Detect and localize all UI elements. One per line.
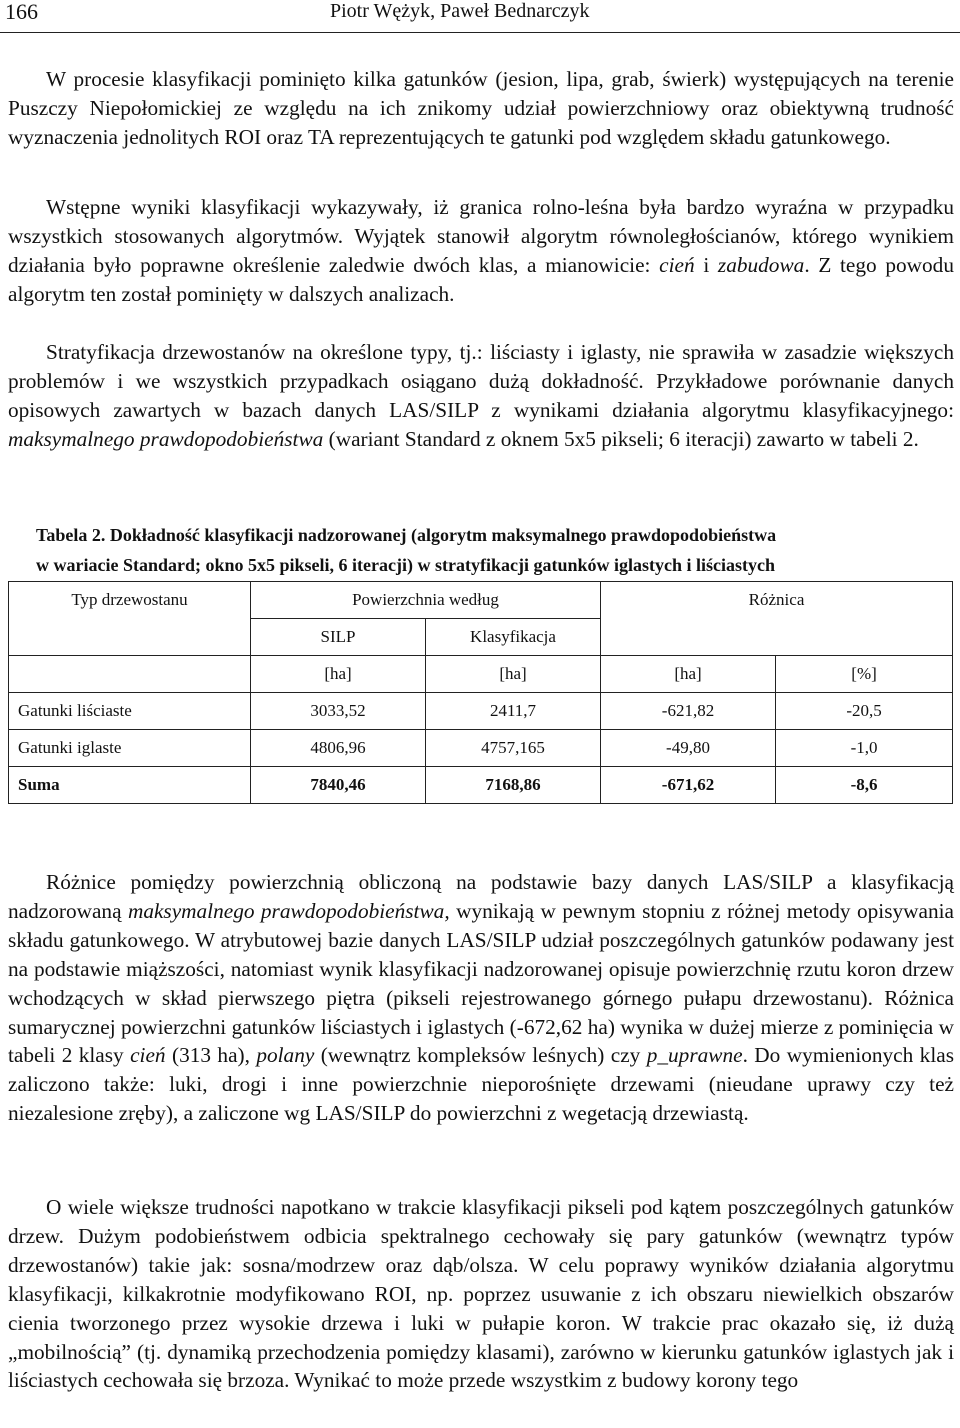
- table-cell: Gatunki liściaste: [9, 693, 251, 730]
- paragraph-4-text: (313 ha),: [165, 1043, 257, 1068]
- paragraph-4-text: wynikają w pewnym stopniu z różnej metody opisywania składu gatunkowego. W atrybutowej bazie danych LAS/SILP udział poszczególnych gatunków podawany jest na podstawie miąższości, natomiast wynik klasyfikacji nadzorowanej opisuje powierzchnię rzutu koron drzew wchodzących w skład pierwszego piętra (pikseli rejestrowanego górnego pułapu drzewostanu). Różnica sumarycznej powierzchni gatunków liściastych i iglastych (-672,62 ha) wynika w dużej mierze z pominięcia w tabeli 2 klasy: [8, 898, 954, 1068]
- italic-term: cień: [130, 1043, 166, 1068]
- unit-cell: [%]: [776, 656, 953, 693]
- table-cell: 2411,7: [426, 693, 601, 730]
- paragraph-4: [8, 868, 954, 1128]
- running-head-authors: Piotr Wężyk, Paweł Bednarczyk: [330, 0, 590, 22]
- italic-term: maksymalnego prawdopodobieństwa: [8, 426, 324, 451]
- paragraph-4-text: (wewnątrz kompleksów leśnych) czy: [314, 1043, 647, 1068]
- paragraph-1: [8, 65, 954, 152]
- italic-term: maksymalnego prawdopodobieństwa,: [127, 898, 450, 923]
- page-header: [0, 0, 960, 33]
- table-caption: [36, 520, 946, 580]
- paragraph-2-text: Wstępne wyniki klasyfikacji wykazywały, iż granica rolno-leśna była bardzo wyraźna w przypadku wszystkich stosowanych algorytmów. Wyjątek stanowił algorytm równoległościanów, którego wynikiem działania było poprawne określenie zaledwie dwóch klas, a mianowicie:: [8, 195, 954, 277]
- paragraph-5-text: O wiele większe trudności napotkano w trakcie klasyfikacji pikseli pod kątem poszczególnych gatunków drzew. Dużym podobieństwem odbicia spektralnego cechowały się pary gatunków (wewnątrz typów drzewostanów) takie jak: sosna/modrzew oraz dąb/olsza. W celu poprawy wyników działania algorytmu klasyfikacji, kilkakrotnie modyfikowano ROI, np. poprzez usuwanie z ich obszaru niewielkich obszarów cienia tworzonego przez wysokie drzewa i luki w pułapie koron. W trakcie prac okazało się, iż dużą „mobilnością” (tj. dynamiką przechodzenia pomiędzy klasami), zarówno w kierunku gatunków iglastych jak i liściastych cechowała się brzoza. Wynikać to może przede wszystkim z budowy korony tego: [8, 1195, 954, 1393]
- table-cell: Suma: [9, 767, 251, 804]
- header-type: Typ drzewostanu: [9, 582, 251, 656]
- table-cell: 7840,46: [251, 767, 426, 804]
- table-cell: -671,62: [601, 767, 776, 804]
- table-caption-line-2: w wariacie Standard; okno 5x5 pikseli, 6 iteracji) w stratyfikacji gatunków iglastych i liściastych: [36, 555, 775, 575]
- table-cell: Gatunki iglaste: [9, 730, 251, 767]
- header-difference: Różnica: [601, 582, 953, 656]
- table-cell: 3033,52: [251, 693, 426, 730]
- table-cell: -49,80: [601, 730, 776, 767]
- subheader-silp: SILP: [251, 619, 426, 656]
- table-cell: 4757,165: [426, 730, 601, 767]
- paragraph-1-text: W procesie klasyfikacji pominięto kilka gatunków (jesion, lipa, grab, świerk) występujących na terenie Puszczy Niepołomickiej ze względu na ich znikomy udział powierzchniowy oraz obiektywną trudność wyznaczenia jednolitych ROI oraz TA reprezentujących te gatunki pod względem składu gatunkowego.: [8, 67, 954, 149]
- table-row: [9, 693, 953, 730]
- paragraph-2-text: i: [694, 252, 718, 277]
- paragraph-3-text: Stratyfikacja drzewostanów na określone typy, tj.: liściasty i iglasty, nie sprawiła w zasadzie większych problemów i we wszystkich przypadkach osiągano dużą dokładność. Przykładowe porównanie danych opisowych zawartych w bazach danych LAS/SILP z wynikami działania algorytmu klasyfikacyjnego:: [8, 340, 954, 422]
- table-cell: -20,5: [776, 693, 953, 730]
- page-number: 166: [5, 0, 38, 24]
- table-cell: 4806,96: [251, 730, 426, 767]
- italic-term: cień: [659, 252, 695, 277]
- paragraph-4-text: Różnice pomiędzy powierzchnią obliczoną na podstawie bazy danych LAS/SILP a klasyfikacją nadzorowaną: [8, 870, 954, 923]
- paragraph-2: [8, 193, 954, 309]
- unit-cell: [ha]: [426, 656, 601, 693]
- italic-term: zabudowa: [717, 252, 805, 277]
- paragraph-3-text: (wariant Standard z oknem 5x5 pikseli; 6 iteracji) zawarto w tabeli 2.: [323, 426, 919, 451]
- table-row-sum: [9, 767, 953, 804]
- unit-cell: [ha]: [251, 656, 426, 693]
- data-table: [8, 581, 953, 804]
- table-cell: -1,0: [776, 730, 953, 767]
- table-row: [9, 730, 953, 767]
- table-header-row: [9, 582, 953, 619]
- paragraph-2-text: . Z tego powodu algorytm ten został pominięty w dalszych analizach.: [8, 252, 954, 306]
- table-units-row: [9, 656, 953, 693]
- paragraph-4-text: . Do wymienionych klas zaliczono także: luki, drogi i inne powierzchnie nieporośnięte drzewami (nieudane uprawy czy też niezalesione zręby), a zaliczone wg LAS/SILP do powierzchni z wegetacją drzewiastą.: [8, 1043, 954, 1126]
- italic-term: p_uprawne: [646, 1043, 743, 1068]
- italic-term: polany: [256, 1043, 315, 1068]
- header-area: Powierzchnia według: [251, 582, 601, 619]
- subheader-klasyfikacja: Klasyfikacja: [426, 619, 601, 656]
- table-caption-line-1: Tabela 2. Dokładność klasyfikacji nadzorowanej (algorytm maksymalnego prawdopodobieństwa: [36, 525, 777, 545]
- unit-cell: [ha]: [601, 656, 776, 693]
- table-cell: [9, 656, 251, 693]
- table-cell: -8,6: [776, 767, 953, 804]
- paragraph-3: [8, 338, 954, 454]
- table-cell: 7168,86: [426, 767, 601, 804]
- paragraph-5: [8, 1193, 954, 1395]
- table-cell: -621,82: [601, 693, 776, 730]
